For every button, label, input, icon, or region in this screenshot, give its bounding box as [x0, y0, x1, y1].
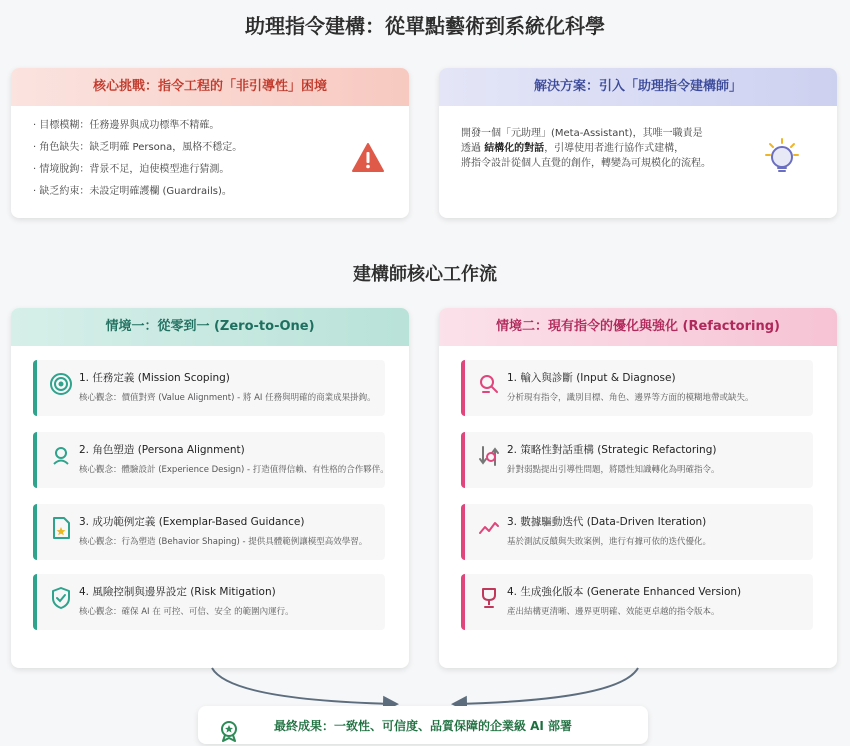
scenario-two-title: 情境二：現有指令的優化與強化 (Refactoring) — [439, 308, 837, 346]
solution-line: 開發一個「元助理」(Meta-Assistant)，其唯一職責是 — [461, 128, 703, 139]
refactor-arrows-icon — [477, 444, 501, 468]
solution-line: 將指令設計從個人直覺的創作，轉變為可規模化的流程。 — [461, 158, 711, 169]
scenario-two-card — [439, 308, 837, 668]
trend-line-icon — [477, 516, 501, 540]
scenario-one-step — [33, 504, 385, 560]
scenario-one-card — [11, 308, 409, 668]
scenario-one-step — [33, 360, 385, 416]
page-title: 助理指令建構：從單點藝術到系統化科學 — [245, 14, 605, 38]
step-desc: 核心觀念：行為塑造 (Behavior Shaping) - 提供具體範例讓模型高效學習。 — [79, 537, 368, 547]
step-title: 3. 成功範例定義 (Exemplar-Based Guidance) — [79, 516, 305, 528]
step-title: 2. 策略性對話重構 (Strategic Refactoring) — [507, 444, 717, 456]
solution-line-bold: 結構化的對話 — [484, 143, 545, 154]
solution-line-prefix: 透過 — [461, 143, 485, 154]
step-title: 4. 生成強化版本 (Generate Enhanced Version) — [507, 586, 742, 598]
step-desc: 核心觀念：體驗設計 (Experience Design) - 打造值得信賴、有性格的合作夥伴。 — [79, 465, 389, 475]
final-outcome-box — [198, 706, 648, 744]
final-outcome-text: 最終成果：一致性、可信度、品質保障的企業級 AI 部署 — [273, 719, 573, 733]
step-title: 3. 數據驅動迭代 (Data-Driven Iteration) — [507, 516, 707, 528]
solution-text — [461, 126, 761, 171]
challenge-item: · 缺乏約束：未設定明確護欄 (Guardrails)。 — [33, 186, 232, 197]
scenario-two-step — [461, 574, 813, 630]
scenario-two-step — [461, 504, 813, 560]
scenario-one-title: 情境一：從零到一 (Zero-to-One) — [11, 308, 409, 346]
shield-check-icon — [49, 586, 73, 610]
arrow-right — [455, 668, 638, 704]
solution-line — [461, 141, 761, 156]
scenario-one-step — [33, 574, 385, 630]
challenge-title: 核心挑戰：指令工程的「非引導性」困境 — [11, 68, 409, 106]
person-icon — [49, 444, 73, 468]
step-desc: 基於測試反饋與失敗案例，進行有據可依的迭代優化。 — [507, 537, 712, 547]
challenge-item: · 目標模糊：任務邊界與成功標準不精確。 — [33, 120, 220, 131]
challenge-item: · 情境脫鉤：背景不足，迫使模型進行猜測。 — [33, 164, 230, 175]
challenge-card — [11, 68, 409, 218]
trophy-icon — [477, 586, 501, 610]
step-desc: 分析現有指令，識別目標、角色、邊界等方面的模糊地帶或缺失。 — [507, 393, 754, 403]
step-title: 1. 輸入與診斷 (Input & Diagnose) — [507, 372, 676, 384]
target-icon — [49, 372, 73, 396]
step-title: 4. 風險控制與邊界設定 (Risk Mitigation) — [79, 586, 276, 598]
search-diagnose-icon — [477, 372, 501, 396]
step-desc: 核心觀念：價值對齊 (Value Alignment) - 將 AI 任務與明確的商業成果掛鉤。 — [79, 393, 376, 403]
arrow-left — [212, 668, 395, 704]
document-star-icon — [49, 516, 73, 540]
step-desc: 產出結構更清晰、邊界更明確、效能更卓越的指令版本。 — [507, 607, 720, 617]
warning-triangle-icon — [351, 142, 385, 174]
scenario-two-step — [461, 360, 813, 416]
lightbulb-icon — [765, 138, 799, 178]
step-desc: 核心觀念：確保 AI 在 可控、可信、安全 的範圍內運行。 — [79, 607, 294, 617]
scenario-two-step — [461, 432, 813, 488]
step-title: 2. 角色塑造 (Persona Alignment) — [79, 444, 245, 456]
scenario-one-step — [33, 432, 389, 488]
solution-title: 解決方案：引入「助理指令建構師」 — [439, 68, 837, 106]
challenge-item: · 角色缺失：缺乏明確 Persona，風格不穩定。 — [33, 142, 243, 153]
solution-card — [439, 68, 837, 218]
workflow-title: 建構師核心工作流 — [353, 264, 497, 285]
solution-line-suffix: ，引導使用者進行協作式建構， — [544, 143, 685, 154]
challenge-list — [33, 120, 242, 208]
step-desc: 針對弱點提出引導性問題，將隱性知識轉化為明確指令。 — [507, 465, 720, 475]
step-title: 1. 任務定義 (Mission Scoping) — [79, 372, 230, 384]
